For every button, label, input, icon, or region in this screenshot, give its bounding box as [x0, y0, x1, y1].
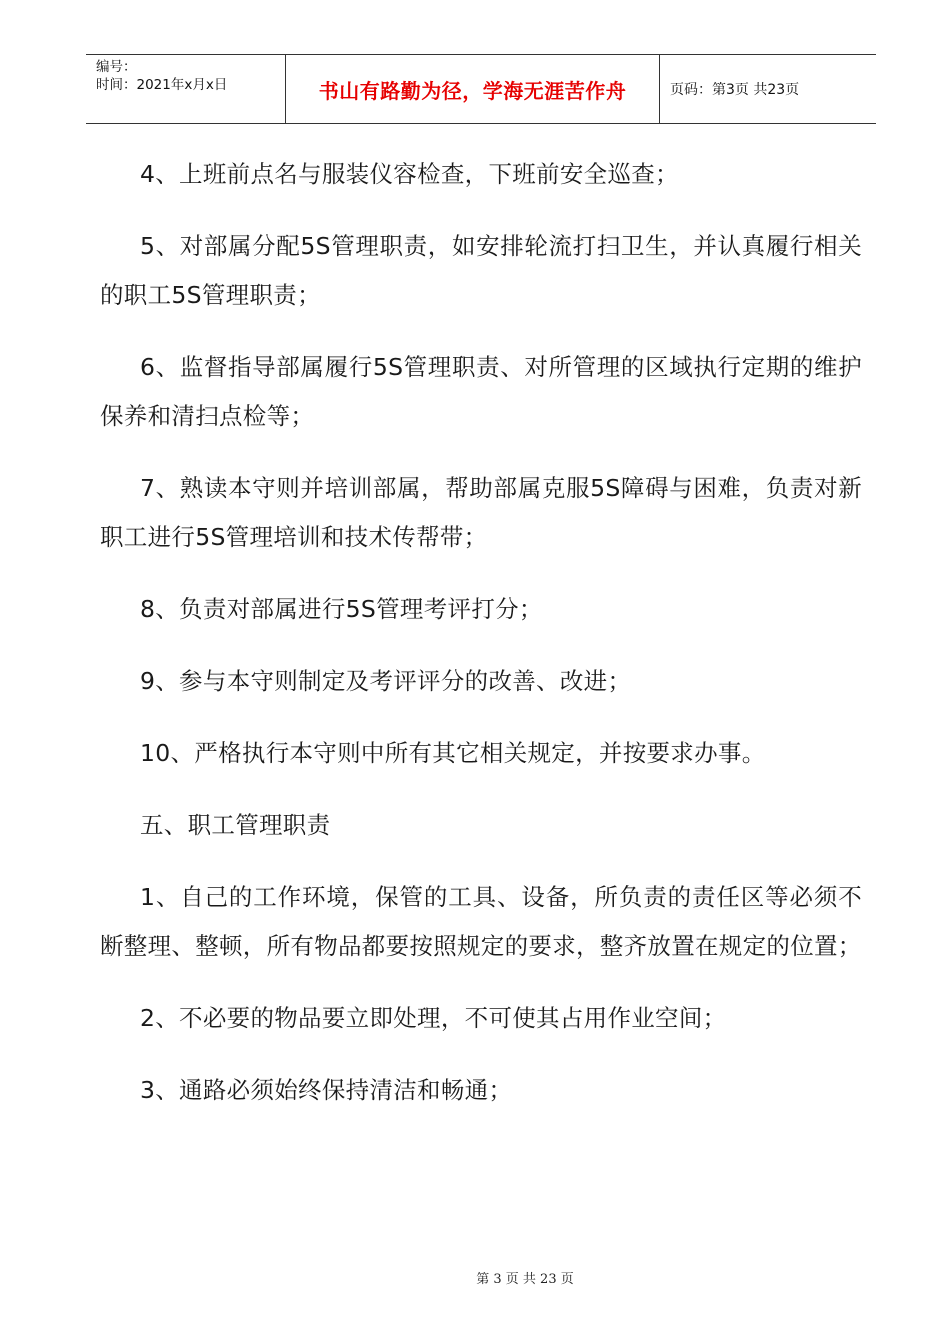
section-heading: 五、职工管理职责	[140, 811, 331, 839]
paragraph: 3、通路必须始终保持清洁和畅通；	[140, 1076, 513, 1104]
paragraph: 2、不必要的物品要立即处理，不可使其占用作业空间；	[140, 1004, 727, 1032]
paragraph: 5、对部属分配5S管理职责，如安排轮流打扫卫生，并认真履行相关的职工5S管理职责；	[100, 232, 862, 309]
header-meta	[86, 55, 286, 123]
number-label: 编号：	[96, 59, 137, 75]
paragraph: 1、自己的工作环境，保管的工具、设备，所负责的责任区等必须不断整理、整顿，所有物品都要按照规定的要求，整齐放置在规定的位置；	[100, 883, 862, 960]
paragraph: 8、负责对部属进行5S管理考评打分；	[140, 595, 543, 623]
paragraph: 4、上班前点名与服装仪容检查，下班前安全巡查；	[140, 160, 679, 188]
document-header	[86, 54, 876, 124]
paragraph: 7、熟读本守则并培训部属，帮助部属克服5S障碍与困难，负责对新职工进行5S管理培训和技术传帮带；	[100, 474, 862, 551]
footer-page-number: 第 3 页 共 23 页	[476, 1272, 574, 1287]
time-label: 时间：2021年x月x日	[96, 77, 228, 93]
document-body	[100, 150, 862, 1138]
header-page-info: 页码：第3页 共23页	[670, 82, 800, 98]
page-footer	[0, 1268, 950, 1287]
paragraph: 9、参与本守则制定及考评评分的改善、改进；	[140, 667, 632, 695]
paragraph: 10、严格执行本守则中所有其它相关规定，并按要求办事。	[140, 739, 766, 767]
header-motto: 书山有路勤为径，学海无涯苦作舟	[286, 55, 660, 123]
paragraph: 6、监督指导部属履行5S管理职责、对所管理的区域执行定期的维护保养和清扫点检等；	[100, 353, 862, 430]
